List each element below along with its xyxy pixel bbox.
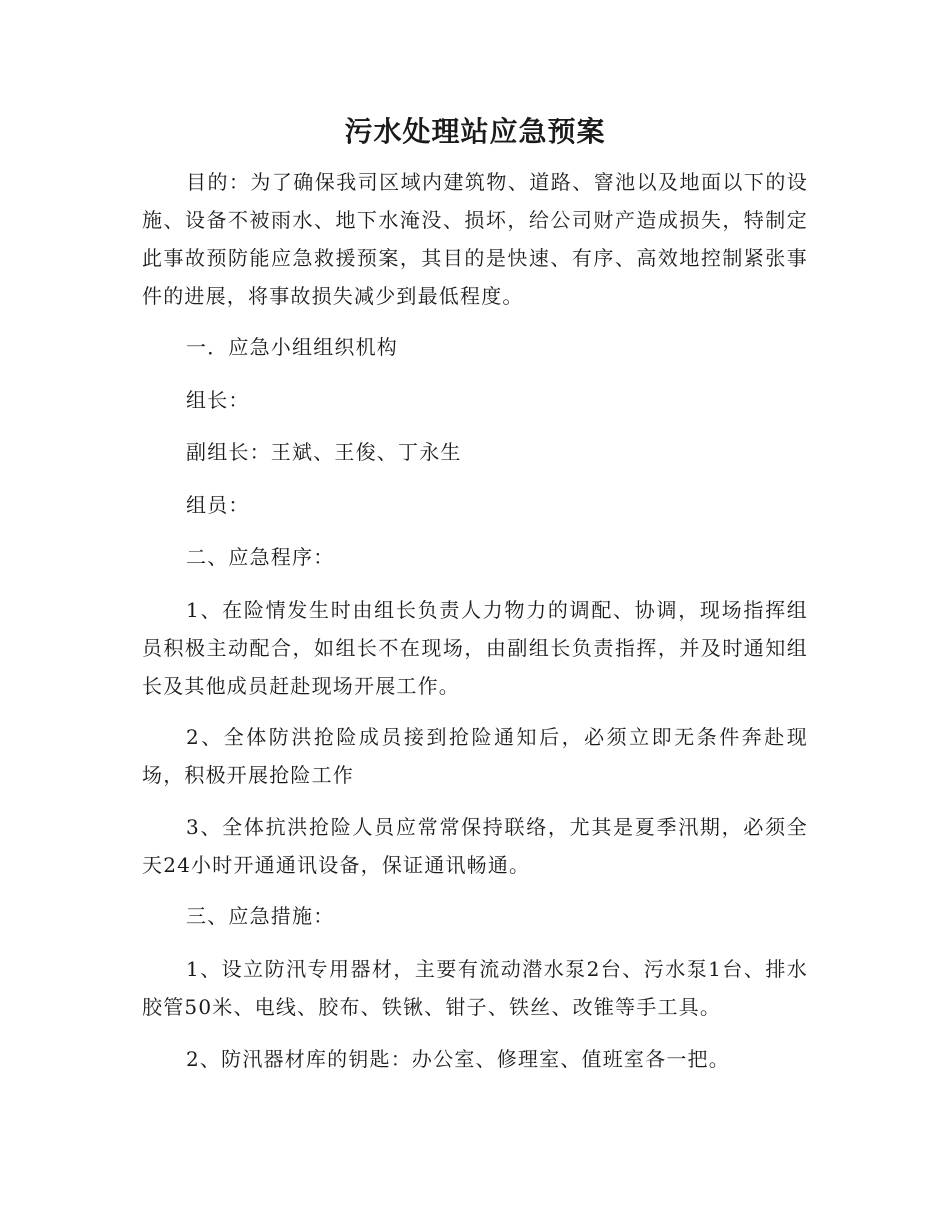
procedure-paragraph-1: 1、在险情发生时由组长负责人力物力的调配、协调，现场指挥组员积极主动配合，如组长不在现场，由副组长负责指挥，并及时通知组长及其他成员赶赴现场开展工作。 — [142, 598, 808, 698]
leader-line: 组长： — [186, 388, 250, 412]
deputy-leaders-line: 副组长：王斌、王俊、丁永生 — [186, 440, 462, 464]
procedure-paragraph-3: 3、全体抗洪抢险人员应常常保持联络，尤其是夏季汛期，必须全天24小时开通通讯设备，保证通讯畅通。 — [142, 815, 808, 877]
section-heading-measures: 三、应急措施： — [186, 904, 335, 928]
document-title: 污水处理站应急预案 — [344, 115, 606, 148]
procedure-paragraph-2: 2、全体防洪抢险成员接到抢险通知后，必须立即无条件奔赴现场，积极开展抢险工作 — [142, 725, 808, 787]
section-heading-organization: 一．应急小组组织机构 — [186, 335, 398, 359]
section-heading-procedure: 二、应急程序： — [186, 545, 335, 569]
purpose-paragraph: 目的：为了确保我司区域内建筑物、道路、窨池以及地面以下的设施、设备不被雨水、地下水淹没、损坏，给公司财产造成损失，特制定此事故预防能应急救援预案，其目的是快速、有序、高效地控制紧张事件的进展，将事故损失减少到最低程度。 — [142, 170, 808, 308]
members-line: 组员： — [186, 493, 250, 517]
measure-paragraph-1: 1、设立防汛专用器材，主要有流动潜水泵2台、污水泵1台、排水胶管50米、电线、胶布、铁锹、钳子、铁丝、改锥等手工具。 — [142, 957, 808, 1019]
measure-paragraph-2: 2、防汛器材库的钥匙：办公室、修理室、值班室各一把。 — [186, 1047, 730, 1071]
